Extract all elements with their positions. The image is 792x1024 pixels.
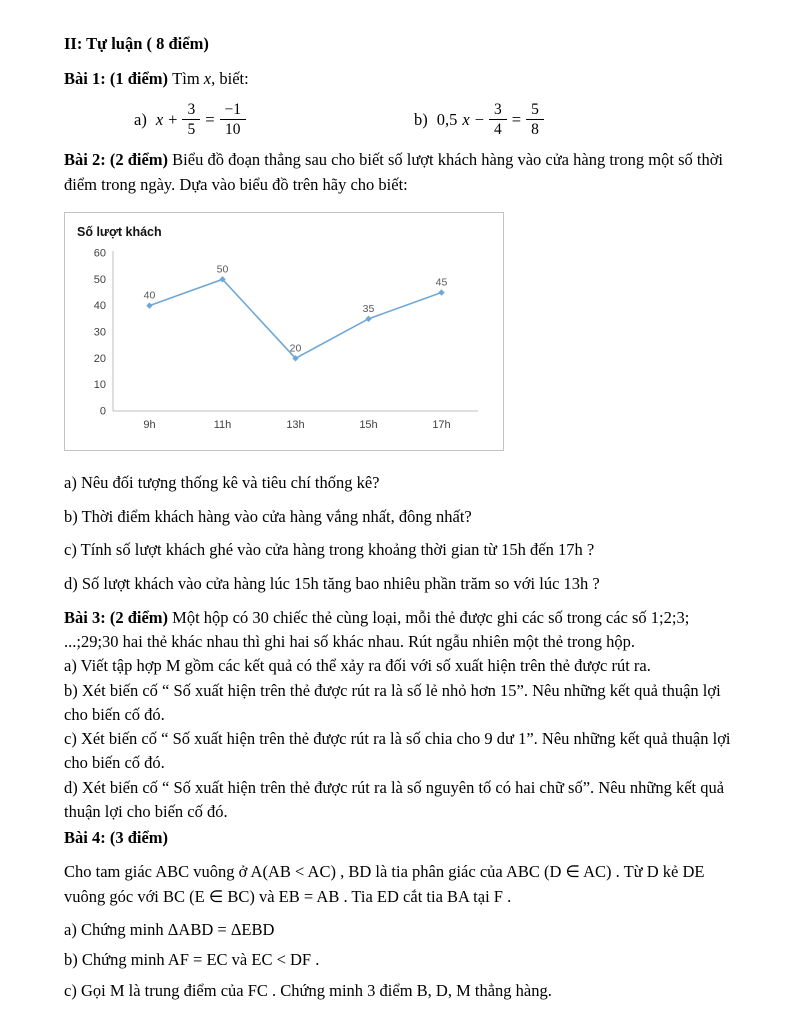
bai1-equations xyxy=(64,101,736,139)
bai2-intro-text: Biểu đồ đoạn thẳng sau cho biết số lượt khách hàng vào cửa hàng trong một số thời điểm trong ngày. Dựa vào biểu đồ trên hãy cho biết: xyxy=(64,150,724,195)
bai1-intro-post: , biết: xyxy=(211,69,249,88)
question-line: a) Nêu đối tượng thống kê và tiêu chí thống kê? xyxy=(64,472,380,492)
svg-text:30: 30 xyxy=(93,326,106,339)
fraction xyxy=(220,101,247,139)
svg-text:20: 20 xyxy=(93,352,106,365)
svg-text:11h: 11h xyxy=(213,418,232,431)
svg-text:50: 50 xyxy=(93,273,106,286)
svg-text:15h: 15h xyxy=(359,418,378,431)
fraction-denominator: 5 xyxy=(187,121,196,139)
equation-b-operator: − xyxy=(474,109,485,129)
fraction-numerator: −1 xyxy=(220,101,247,120)
svg-text:20: 20 xyxy=(289,342,302,355)
question-line: c) Xét biến cố “ Số xuất hiện trên thẻ được rút ra là số chia cho 9 dư 1”. Nêu những kết quả thuận lợi cho biến cố đó. xyxy=(64,729,731,773)
fraction-denominator: 10 xyxy=(225,121,241,139)
question-line: a) Chứng minh ΔABD = ΔEBD xyxy=(64,919,275,939)
question-line: a) Viết tập hợp M gồm các kết quả có thể xảy ra đối với số xuất hiện trên thẻ được rút ra. xyxy=(64,656,651,676)
fraction-numerator: 3 xyxy=(489,101,507,120)
bai2-heading: Bài 2: (2 điểm) xyxy=(64,150,173,170)
bai4-intro-para: Cho tam giác ABC vuông ở A(AB < AC) , BD là tia phân giác của ABC (D ∈ AC) . Từ D kẻ DE vuông góc với BC (E ∈ BC) và EB = AB . Tia ED cắt tia BA tại F . xyxy=(64,862,705,906)
equation-b-coefficient: 0,5 xyxy=(436,109,458,129)
bai3-intro-para xyxy=(64,606,736,655)
bai4-heading: Bài 4: (3 điểm) xyxy=(64,828,169,848)
bai1-intro-pre: Tìm xyxy=(172,69,204,88)
bai4-question-list xyxy=(64,918,736,1004)
svg-text:9h: 9h xyxy=(143,418,156,431)
fraction-denominator: 4 xyxy=(494,121,502,139)
equation-a-operator: + xyxy=(168,109,178,129)
question-line: b) Xét biến cố “ Số xuất hiện trên thẻ được rút ra là số lẻ nhỏ hơn 15”. Nêu những kết quả thuận lợi cho biến cố đó. xyxy=(64,680,721,724)
chart-title: Số lượt khách xyxy=(77,224,162,239)
svg-text:10: 10 xyxy=(93,379,106,392)
fraction-denominator: 8 xyxy=(531,121,539,139)
equation-b xyxy=(414,101,544,139)
svg-text:17h: 17h xyxy=(432,418,451,431)
bai3-intro-text: Một hộp có 30 chiếc thẻ cùng loại, mỗi thẻ được ghi các số trong các số 1;2;3; ...;29;30 hai thẻ khác nhau thì ghi hai số khác nhau. Rút ngẫu nhiên một thẻ trong hộp. xyxy=(64,607,690,652)
line-chart-svg xyxy=(77,241,492,441)
bai3-block xyxy=(64,606,736,824)
svg-text:45: 45 xyxy=(435,276,448,289)
question-line: c) Gọi M là trung điểm của FC . Chứng minh 3 điểm B, D, M thẳng hàng. xyxy=(64,981,552,1001)
question-line: d) Số lượt khách vào cửa hàng lúc 15h tăng bao nhiêu phần trăm so với lúc 13h ? xyxy=(64,574,600,594)
bai1-intro-var: x xyxy=(203,69,212,88)
svg-text:0: 0 xyxy=(99,405,106,418)
equation-a-label: a) xyxy=(134,109,147,129)
question-line: b) Chứng minh AF = EC và EC < DF . xyxy=(64,950,320,970)
line-chart-box xyxy=(64,212,504,451)
svg-text:35: 35 xyxy=(362,302,375,315)
svg-text:13h: 13h xyxy=(286,418,305,431)
fraction-numerator: 3 xyxy=(182,101,200,120)
equation-a xyxy=(134,101,246,139)
fraction xyxy=(182,101,200,139)
equation-a-variable: x xyxy=(155,109,164,129)
svg-text:60: 60 xyxy=(93,247,106,260)
question-line: c) Tính số lượt khách ghé vào cửa hàng trong khoảng thời gian từ 15h đến 17h ? xyxy=(64,540,595,560)
question-line: b) Thời điểm khách hàng vào cửa hàng vắng nhất, đông nhất? xyxy=(64,506,472,526)
bai2-question-list xyxy=(64,471,736,597)
bai2-intro-para xyxy=(64,148,736,198)
section-title: II: Tự luận ( 8 điểm) xyxy=(64,34,209,53)
fraction xyxy=(489,101,507,139)
equation-b-label: b) xyxy=(414,109,428,129)
equation-a-equals: = xyxy=(205,109,215,129)
svg-text:50: 50 xyxy=(216,263,229,276)
bai3-heading: Bài 3: (2 điểm) xyxy=(64,607,173,627)
equation-b-variable: x xyxy=(462,109,470,129)
question-line: d) Xét biến cố “ Số xuất hiện trên thẻ được rút ra là số nguyên tố có hai chữ số”. Nêu những kết quả thuận lợi cho biến cố đó. xyxy=(64,777,725,821)
fraction xyxy=(526,101,544,139)
bai1-heading: Bài 1: (1 điểm) xyxy=(64,69,173,88)
equation-b-equals: = xyxy=(511,109,522,129)
bai1-intro-para xyxy=(64,67,736,92)
svg-text:40: 40 xyxy=(93,300,106,313)
svg-text:40: 40 xyxy=(143,289,156,302)
fraction-numerator: 5 xyxy=(526,101,544,120)
